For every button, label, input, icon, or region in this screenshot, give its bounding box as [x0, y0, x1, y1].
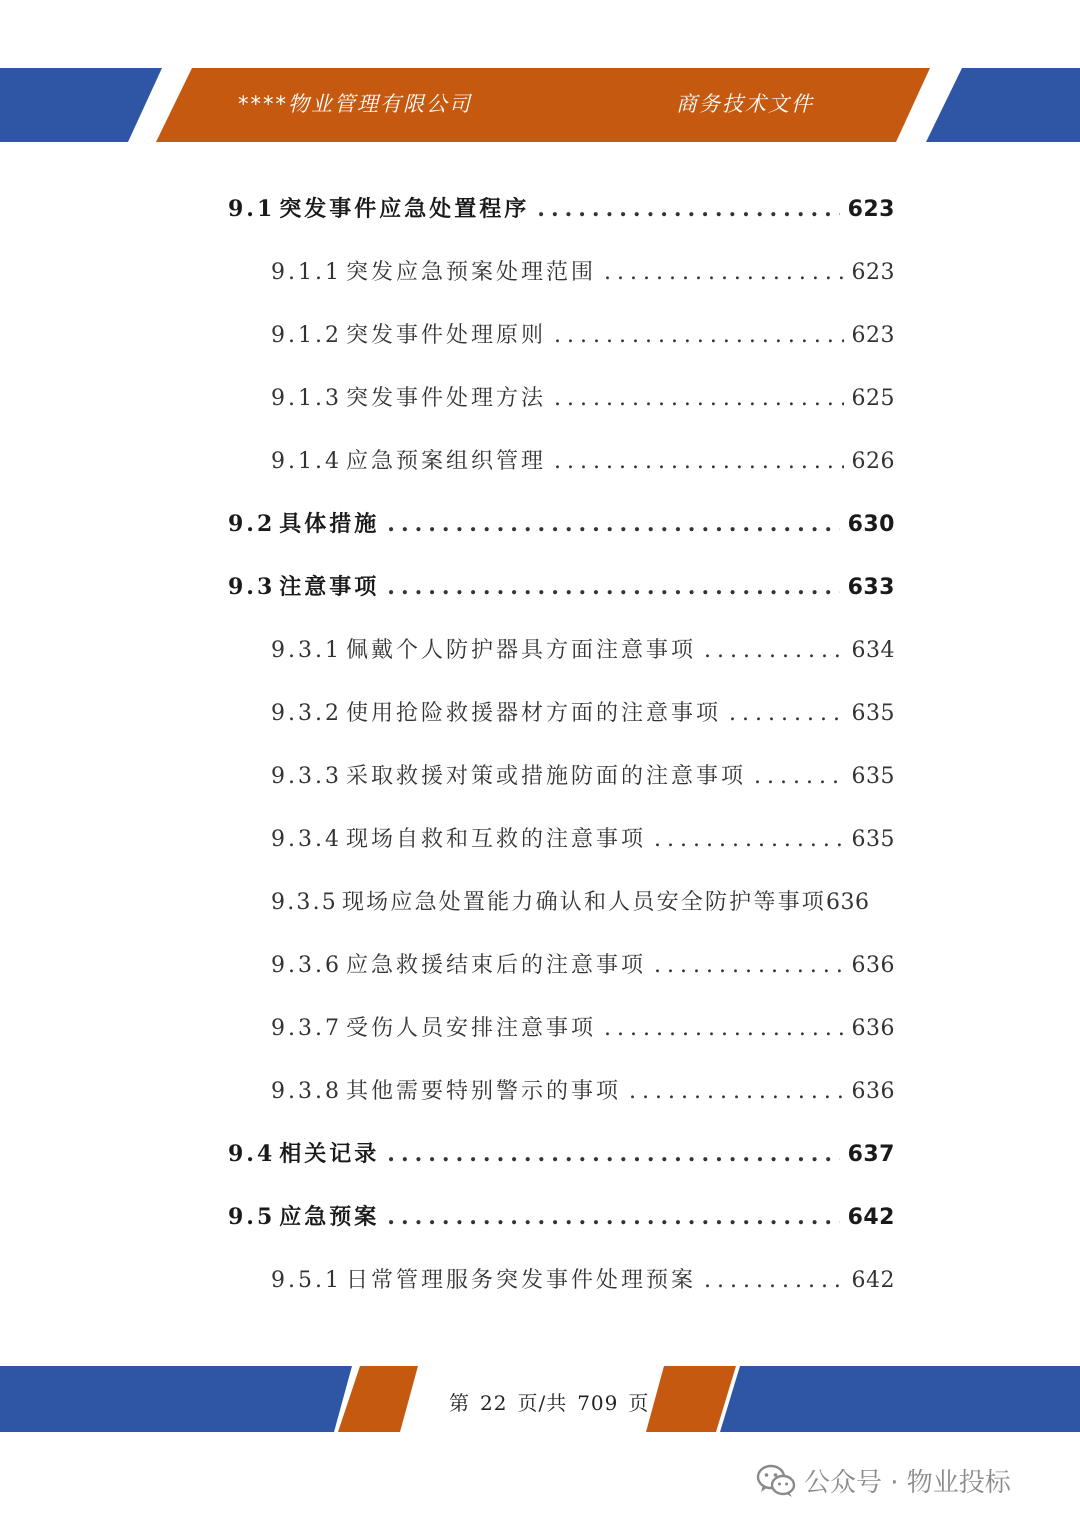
toc-dot-leader: [629, 1079, 844, 1104]
toc-dot-leader: [554, 323, 844, 348]
page-label-prefix: 第: [449, 1391, 470, 1415]
toc-dot-leader: [754, 764, 844, 789]
toc-section-entry[interactable]: [228, 192, 895, 223]
toc-subsection-entry[interactable]: [271, 1011, 895, 1042]
toc-section-entry[interactable]: [228, 507, 895, 538]
toc-entry-page: 636: [851, 1016, 895, 1041]
toc-dot-leader: [537, 196, 839, 222]
toc-dot-leader: [654, 953, 844, 978]
toc-entry-title: 注意事项: [279, 574, 380, 600]
toc-entry-number: 9.3.3: [271, 764, 342, 789]
toc-entry-page: 636: [851, 953, 895, 978]
toc-entry-page: 635: [851, 764, 895, 789]
toc-entry-number: 9.1.3: [271, 386, 342, 411]
total-pages: 709: [577, 1391, 619, 1415]
toc-entry-number: 9.2: [228, 511, 276, 537]
toc-entry-number: 9.1: [228, 196, 276, 222]
toc-entry-number: 9.3: [228, 574, 276, 600]
toc-entry-title: 采取救援对策或措施防面的注意事项: [345, 764, 746, 789]
toc-entry-title: 相关记录: [279, 1141, 380, 1167]
toc-dot-leader: [387, 511, 839, 537]
watermark: [756, 1462, 1011, 1499]
toc-entry-page: 637: [847, 1142, 895, 1167]
toc-entry-title: 使用抢险救援器材方面的注意事项: [345, 701, 721, 726]
toc-dot-leader: [704, 1268, 844, 1293]
current-page: 22: [480, 1391, 508, 1415]
toc-entry-page: 642: [847, 1205, 895, 1230]
toc-section-entry[interactable]: [228, 570, 895, 601]
toc-entry-title: 受伤人员安排注意事项: [345, 1016, 596, 1041]
toc-dot-leader: [729, 701, 844, 726]
toc-entry-title: 应急预案: [279, 1204, 380, 1230]
toc-dot-leader: [554, 386, 844, 411]
toc-entry-page: 633: [847, 575, 895, 600]
toc-subsection-entry[interactable]: [271, 633, 895, 664]
toc-entry-title: 突发事件处理方法: [345, 386, 546, 411]
toc-entry-page: 636: [826, 890, 870, 915]
toc-dot-leader: [387, 1141, 839, 1167]
toc-entry-title: 现场应急处置能力确认和人员安全防护等事项: [341, 890, 826, 915]
toc-entry-title: 日常管理服务突发事件处理预案: [345, 1268, 696, 1293]
toc-entry-number: 9.3.2: [271, 701, 342, 726]
toc-entry-number: 9.3.5: [271, 890, 338, 915]
toc-entry-number: 9.1.2: [271, 323, 342, 348]
toc-dot-leader: [704, 638, 844, 663]
page-indicator: [444, 1387, 654, 1416]
page-label-mid: 页/共: [517, 1391, 568, 1415]
toc-entry-page: 635: [851, 701, 895, 726]
toc-entry-number: 9.3.7: [271, 1016, 342, 1041]
wechat-icon: [756, 1464, 796, 1498]
toc-dot-leader: [387, 1204, 839, 1230]
toc-entry-title: 应急预案组织管理: [345, 449, 546, 474]
toc-subsection-entry[interactable]: [271, 948, 895, 979]
toc-entry-page: 635: [851, 827, 895, 852]
watermark-text: 公众号 · 物业投标: [804, 1468, 1011, 1498]
toc-subsection-entry[interactable]: [271, 444, 895, 475]
toc-entry-page: 625: [851, 386, 895, 411]
page-label-suffix: 页: [628, 1391, 650, 1415]
toc-entry-page: 623: [851, 260, 895, 285]
toc-entry-number: 9.1.1: [271, 260, 342, 285]
toc-subsection-entry[interactable]: [271, 822, 895, 853]
toc-entry-title: 具体措施: [279, 511, 380, 537]
document-type: 商务技术文件: [676, 92, 814, 116]
toc-entry-title: 佩戴个人防护器具方面注意事项: [345, 638, 696, 663]
toc-entry-number: 9.3.8: [271, 1079, 342, 1104]
toc-subsection-entry[interactable]: [271, 381, 895, 412]
toc-subsection-entry[interactable]: [271, 318, 895, 349]
toc-entry-number: 9.5: [228, 1204, 276, 1230]
toc-entry-title: 突发事件应急处置程序: [279, 196, 530, 222]
toc-entry-page: 642: [851, 1268, 895, 1293]
company-name: ****物业管理有限公司: [238, 92, 472, 116]
toc-entry-page: 630: [847, 512, 895, 537]
toc-entry-number: 9.3.1: [271, 638, 342, 663]
toc-entry-number: 9.5.1: [271, 1268, 342, 1293]
toc-subsection-entry[interactable]: [271, 1074, 895, 1105]
toc-dot-leader: [604, 1016, 844, 1041]
toc-subsection-entry[interactable]: [271, 696, 895, 727]
toc-entry-number: 9.1.4: [271, 449, 342, 474]
toc-entry-number: 9.3.4: [271, 827, 342, 852]
toc-entry-number: 9.3.6: [271, 953, 342, 978]
toc-entry-page: 634: [851, 638, 895, 663]
toc-subsection-entry[interactable]: [271, 885, 895, 916]
toc-entry-title: 突发事件处理原则: [345, 323, 546, 348]
toc-entry-page: 626: [851, 449, 895, 474]
toc-section-entry[interactable]: [228, 1137, 895, 1168]
toc-subsection-entry[interactable]: [271, 759, 895, 790]
toc-entry-page: 636: [851, 1079, 895, 1104]
toc-section-entry[interactable]: [228, 1200, 895, 1231]
toc-dot-leader: [654, 827, 844, 852]
toc-subsection-entry[interactable]: [271, 1263, 895, 1294]
toc-dot-leader: [554, 449, 844, 474]
toc-entry-title: 其他需要特别警示的事项: [345, 1079, 621, 1104]
toc-entry-title: 现场自救和互救的注意事项: [345, 827, 646, 852]
toc-dot-leader: [604, 260, 844, 285]
toc-entry-page: 623: [847, 197, 895, 222]
toc-entry-page: 623: [851, 323, 895, 348]
toc-entry-title: 突发应急预案处理范围: [345, 260, 596, 285]
toc-subsection-entry[interactable]: [271, 255, 895, 286]
toc-entry-title: 应急救援结束后的注意事项: [345, 953, 646, 978]
toc-entry-number: 9.4: [228, 1141, 276, 1167]
toc-dot-leader: [387, 574, 839, 600]
